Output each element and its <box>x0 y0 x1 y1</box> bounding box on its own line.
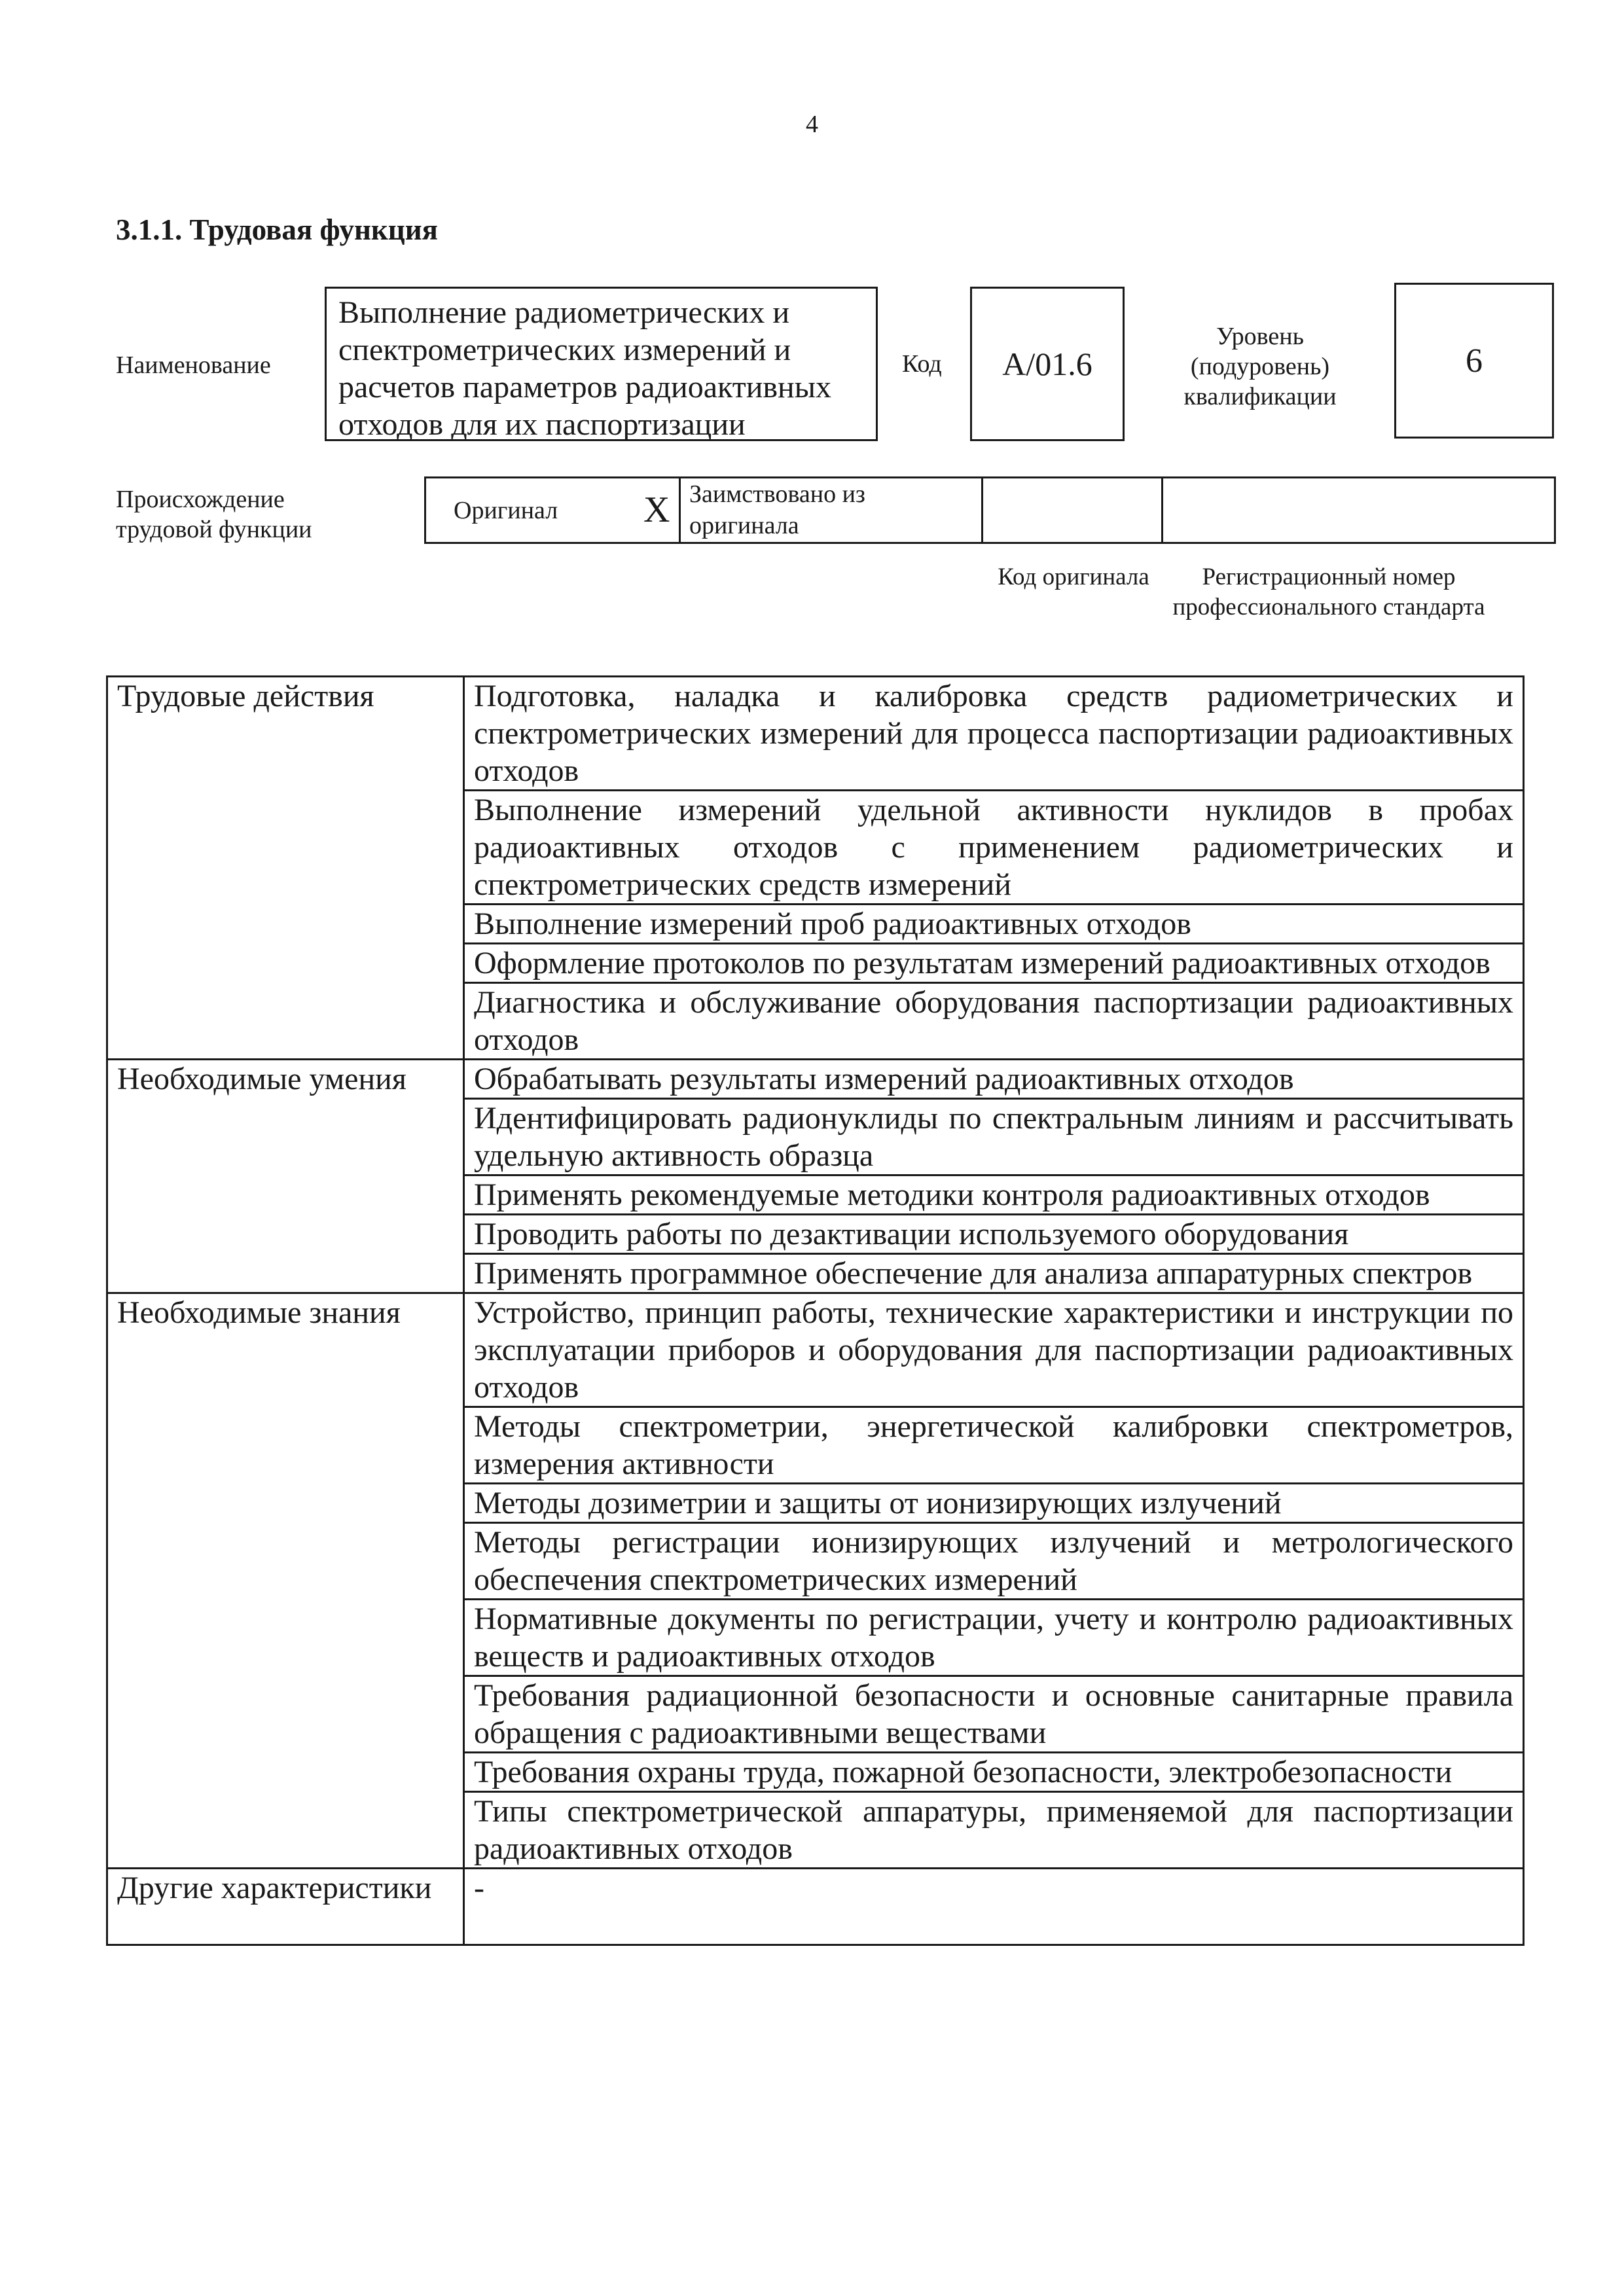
divider <box>981 478 983 542</box>
code-label: Код <box>902 350 942 378</box>
item-cell: - <box>464 1869 1524 1945</box>
function-name-value: Выполнение радиометрических и спектрометрических измерений и расчетов параметров радиоактивных отходов для их паспортизации <box>325 287 878 441</box>
category-cell: Необходимые умения <box>107 1060 464 1293</box>
item-cell: Требования охраны труда, пожарной безопасности, электробезопасности <box>464 1753 1524 1792</box>
item-cell: Методы регистрации ионизирующих излучений и метрологического обеспечения спектрометрических измерений <box>464 1523 1524 1600</box>
section-title: 3.1.1. Трудовая функция <box>116 213 439 246</box>
item-cell: Диагностика и обслуживание оборудования паспортизации радиоактивных отходов <box>464 983 1524 1060</box>
divider <box>679 478 681 542</box>
item-cell: Проводить работы по дезактивации используемого оборудования <box>464 1215 1524 1254</box>
item-cell: Выполнение измерений проб радиоактивных отходов <box>464 905 1524 944</box>
name-label: Наименование <box>116 351 271 379</box>
category-cell: Другие характеристики <box>107 1869 464 1945</box>
item-cell: Идентифицировать радионуклиды по спектральным линиям и рассчитывать удельную активность образца <box>464 1099 1524 1175</box>
level-value: 6 <box>1394 283 1554 439</box>
reg-number-caption: Регистрационный номер профессионального стандарта <box>1172 564 1485 620</box>
divider <box>1161 478 1163 542</box>
table-row <box>107 677 1524 791</box>
table-row <box>107 1060 1524 1099</box>
origin-row <box>424 476 1556 544</box>
item-cell: Оформление протоколов по результатам измерений радиоактивных отходов <box>464 944 1524 983</box>
original-label: Оригинал <box>454 497 558 524</box>
page-number: 4 <box>806 111 818 138</box>
item-cell: Применять программное обеспечение для анализа аппаратурных спектров <box>464 1254 1524 1293</box>
original-mark: X <box>643 490 670 530</box>
code-original-caption: Код оригинала <box>998 564 1149 590</box>
level-label: Уровень (подуровень) квалификации <box>1183 323 1337 410</box>
table-row <box>107 1293 1524 1407</box>
borrowed-label: Заимствовано из оригинала <box>689 480 865 539</box>
item-cell: Методы спектрометрии, энергетической калибровки спектрометров, измерения активности <box>464 1407 1524 1484</box>
item-cell: Обрабатывать результаты измерений радиоактивных отходов <box>464 1060 1524 1099</box>
item-cell: Применять рекомендуемые методики контроля радиоактивных отходов <box>464 1175 1524 1215</box>
item-cell: Выполнение измерений удельной активности нуклидов в пробах радиоактивных отходов с применением радиометрических и спектрометрических средств измерений <box>464 791 1524 905</box>
labor-function-table <box>106 675 1525 1946</box>
item-cell: Устройство, принцип работы, технические характеристики и инструкции по эксплуатации приборов и оборудования для паспортизации радиоактивных отходов <box>464 1293 1524 1407</box>
table-row <box>107 1869 1524 1945</box>
item-cell: Требования радиационной безопасности и основные санитарные правила обращения с радиоактивными веществами <box>464 1676 1524 1753</box>
category-cell: Трудовые действия <box>107 677 464 1060</box>
item-cell: Методы дозиметрии и защиты от ионизирующих излучений <box>464 1484 1524 1523</box>
item-cell: Нормативные документы по регистрации, учету и контролю радиоактивных веществ и радиоактивных отходов <box>464 1600 1524 1676</box>
code-value: A/01.6 <box>970 287 1125 441</box>
item-cell: Подготовка, наладка и калибровка средств радиометрических и спектрометрических измерений для процесса паспортизации радиоактивных отходов <box>464 677 1524 791</box>
origin-label: Происхождение трудовой функции <box>116 486 312 543</box>
item-cell: Типы спектрометрической аппаратуры, применяемой для паспортизации радиоактивных отходов <box>464 1792 1524 1869</box>
category-cell: Необходимые знания <box>107 1293 464 1869</box>
